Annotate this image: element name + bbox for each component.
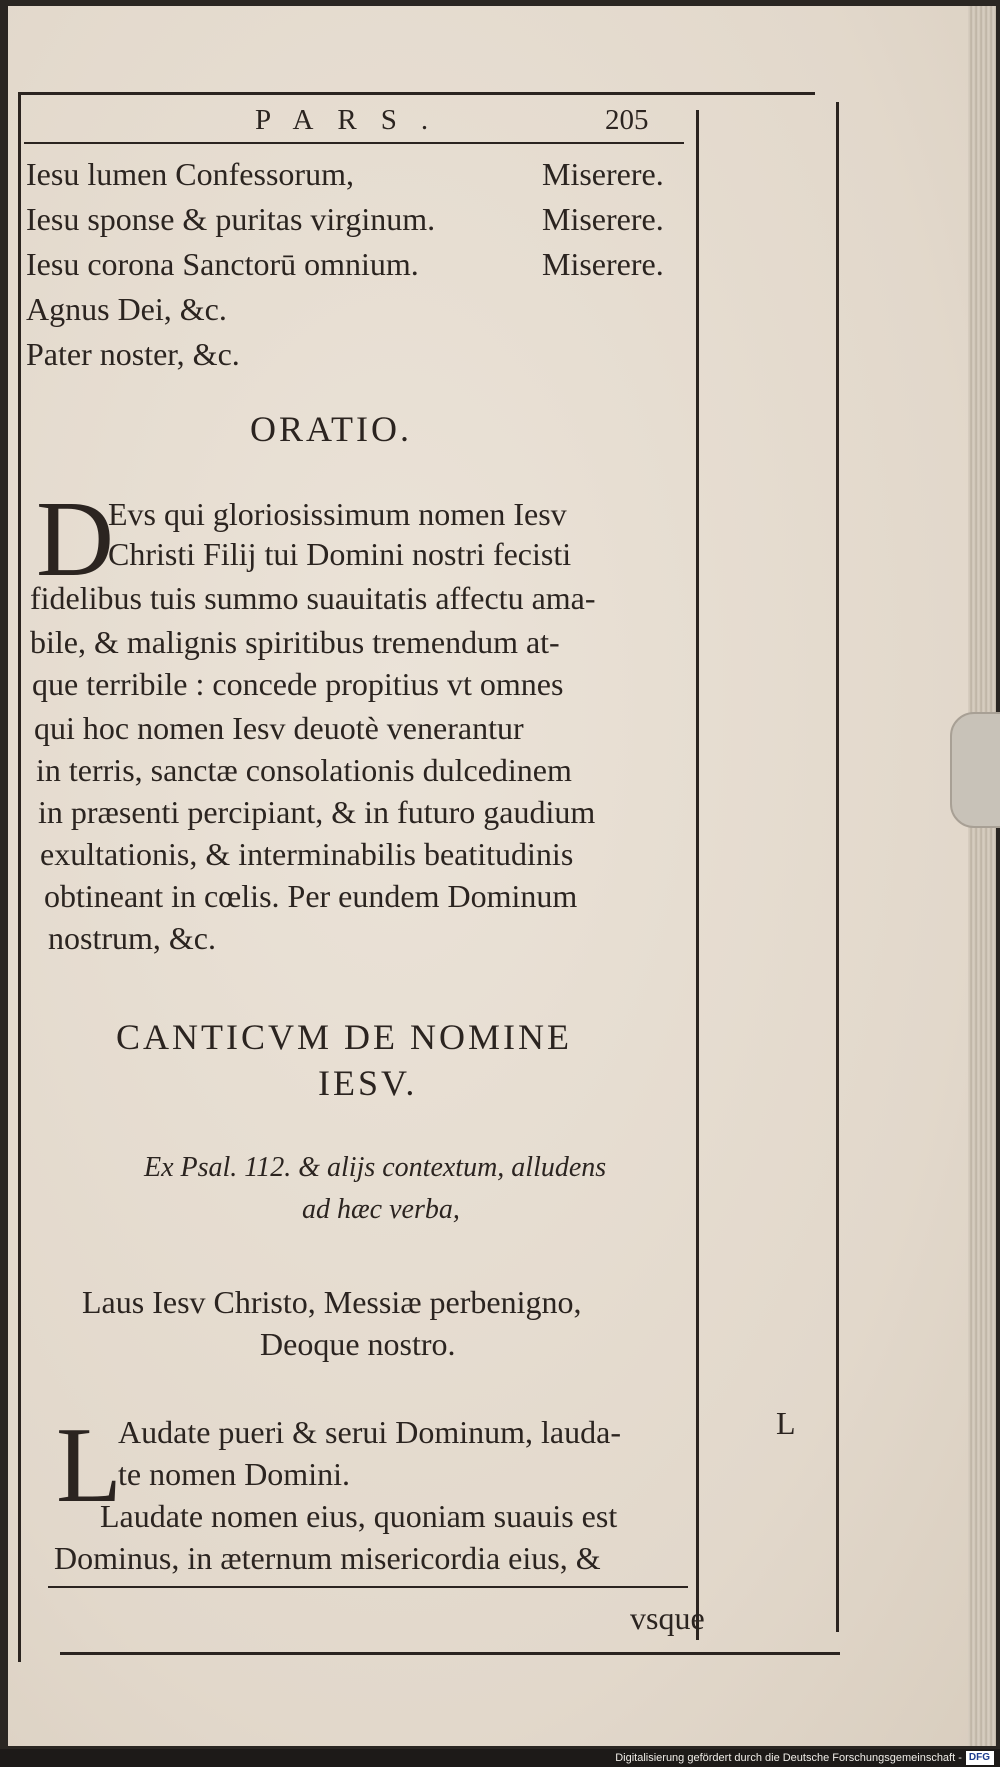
oratio-line: in terris, sanctæ consolationis dulcedinem	[36, 752, 572, 788]
oratio-line: Evs qui gloriosissimum nomen Iesv	[108, 496, 567, 532]
canticum-motto: Laus Iesv Christo, Messiæ perbenigno,	[82, 1284, 582, 1320]
top-rule	[20, 92, 815, 95]
oratio-line: que terribile : concede propitius vt omnes	[32, 666, 564, 702]
oratio-heading: ORATIO.	[250, 409, 412, 449]
canticum-line: Laudate nomen eius, quoniam suauis est	[100, 1498, 618, 1534]
litany-invocation: Iesu sponse & puritas virginum.	[26, 201, 436, 237]
footer-rule	[48, 1586, 688, 1588]
bottom-rule	[60, 1652, 840, 1655]
oratio-line: qui hoc nomen Iesv deuotè venerantur	[34, 710, 524, 746]
oratio-line: exultationis, & interminabilis beatitudinis	[40, 836, 574, 872]
book-clasp	[950, 712, 1000, 828]
oratio-line: in præsenti percipiant, & in futuro gaudium	[38, 794, 596, 830]
litany-response: Miserere.	[542, 156, 664, 192]
canticum-line: Audate pueri & serui Dominum, lauda-	[118, 1414, 621, 1450]
canticum-source-line2: ad hæc verba,	[302, 1194, 460, 1225]
inner-right-border	[696, 110, 699, 1640]
oratio-drop-cap: D	[36, 480, 114, 599]
oratio-line: bile, & malignis spiritibus tremendum at-	[30, 624, 560, 660]
header-rule	[24, 142, 684, 144]
litany-invocation: Pater noster, &c.	[26, 336, 240, 372]
digitization-footer	[0, 1749, 1000, 1767]
page-number: 205	[605, 104, 649, 136]
catchword: vsque	[630, 1600, 705, 1636]
oratio-line: fidelibus tuis summo suauitatis affectu ama-	[30, 580, 596, 616]
canticum-line: te nomen Domini.	[118, 1456, 350, 1492]
litany-invocation: Agnus Dei, &c.	[26, 291, 227, 327]
oratio-line: obtineant in cœlis. Per eundem Dominum	[44, 878, 578, 914]
outer-right-border	[836, 102, 839, 1632]
canticum-source: Ex Psal. 112. & alijs contextum, alludens	[144, 1152, 607, 1183]
litany-invocation: Iesu corona Sanctorū omnium.	[26, 246, 419, 282]
litany-invocation: Iesu lumen Confessorum,	[26, 156, 354, 192]
canticum-heading: CANTICVM DE NOMINE	[116, 1017, 572, 1057]
oratio-line: nostrum, &c.	[48, 920, 216, 956]
canticum-line: Dominus, in æternum misericordia eius, &	[54, 1540, 601, 1576]
canticum-heading-line2: IESV.	[318, 1063, 418, 1103]
canticum-motto-line2: Deoque nostro.	[260, 1326, 456, 1362]
footer-credit: Digitalisierung gefördert durch die Deutsche Forschungsgemeinschaft -	[615, 1752, 962, 1764]
litany-response: Miserere.	[542, 246, 664, 282]
page-edges	[968, 6, 996, 1746]
left-border	[18, 92, 21, 1662]
litany-response: Miserere.	[542, 201, 664, 237]
canticum-drop-cap: L	[56, 1406, 122, 1525]
running-head: PARS.	[255, 104, 453, 136]
oratio-line: Christi Filij tui Domini nostri fecisti	[108, 536, 572, 572]
dfg-logo-icon: DFG	[966, 1751, 994, 1765]
margin-note: L	[776, 1405, 796, 1441]
